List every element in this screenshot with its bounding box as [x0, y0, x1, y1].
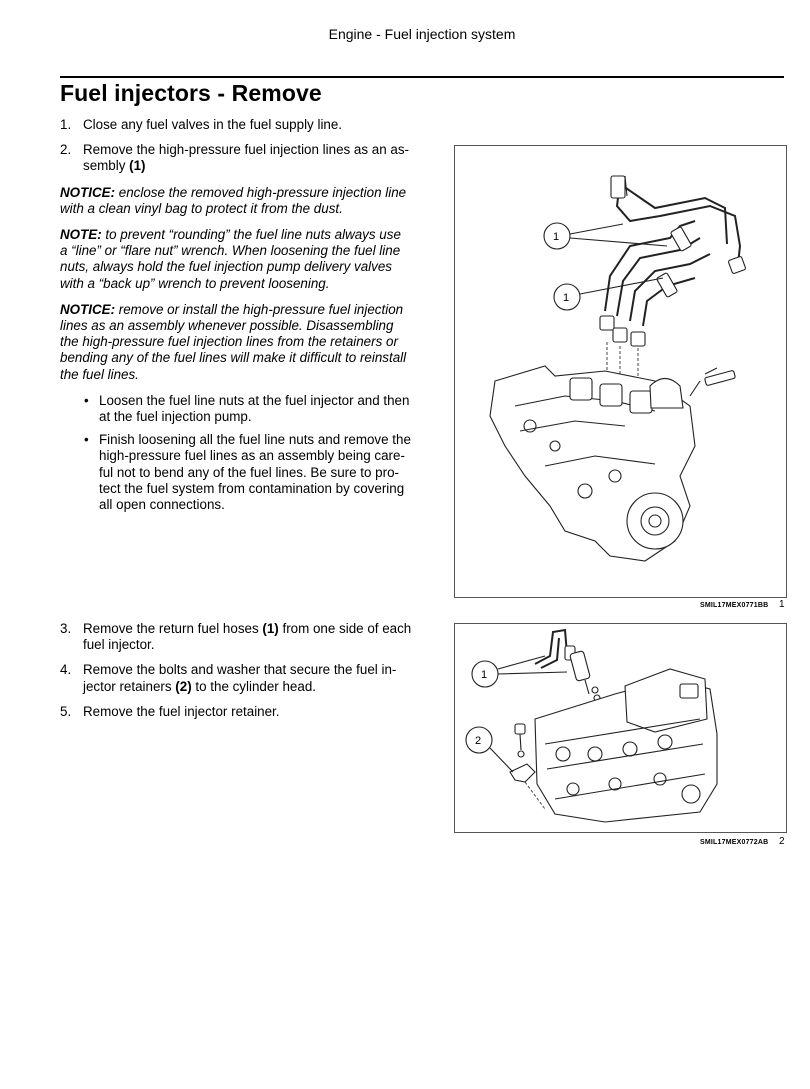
step-number: 3. — [60, 621, 72, 636]
callout-label: 1 — [553, 231, 560, 243]
figure-caption: SMIL17MEX0772AB — [700, 839, 769, 846]
callout-label: 1 — [481, 669, 488, 681]
step-4: 4. Remove the bolts and washer that secure the fuel in- jector retainers (2) to the cylinder head. — [60, 662, 397, 694]
header-rule — [60, 76, 784, 78]
step-number: 4. — [60, 662, 72, 678]
figure-1 — [454, 145, 787, 598]
step-text: Remove the high-pressure fuel injection lines as an as- — [83, 142, 410, 158]
page-header: Engine - Fuel injection system — [328, 26, 516, 42]
notice-1: NOTICE: enclose the removed high-pressure injection line with a clean vinyl bag to protect it from the dust. — [60, 184, 407, 216]
bullet-dot: • — [84, 392, 89, 408]
bullet-dot: • — [84, 432, 89, 448]
fuel-injection-pump-illustration — [455, 146, 786, 597]
step-number: 5. — [60, 703, 72, 719]
notice-2: NOTICE: remove or install the high-pressure fuel injection lines as an assembly whenever possible. Disassembling the high-pressure fuel injection lines from the retainers or bending any of the fuel lines will make it difficult to reinstall the fuel lines. — [60, 301, 407, 382]
callout-ref: (2) — [175, 678, 192, 694]
note-label: NOTE: — [60, 227, 102, 243]
figure-number: 2 — [779, 836, 785, 847]
figure-2 — [454, 623, 787, 833]
bullet-1: • Loosen the fuel line nuts at the fuel injector and then at the fuel injection pump. — [84, 392, 410, 425]
step-number: 1. — [60, 117, 72, 132]
callout-ref: (1) — [262, 621, 279, 636]
callout-label: 1 — [563, 292, 570, 304]
bullet-2: • Finish loosening all the fuel line nuts and remove the high-pressure fuel lines as an assembly being care- ful not to bend any of the fuel lines. Be sure to pro- tect the fuel system from contamination by covering all open connections. — [84, 432, 411, 513]
instructions-lower — [60, 621, 425, 720]
notice-label: NOTICE: — [60, 184, 116, 200]
step-text: Close any fuel valves in the fuel supply line. — [83, 117, 343, 132]
step-5: 5. Remove the fuel injector retainer. — [60, 703, 280, 719]
step-3: 3. Remove the return fuel hoses (1) from one side of each fuel injector. — [60, 621, 412, 653]
note-1: NOTE: to prevent “rounding” the fuel line nuts always use a “line” or “flare nut” wrench. When loosening the fuel line nuts, always hold the fuel injection pump delivery valves with a “back up” wrench to prevent loosening. — [60, 227, 401, 291]
notice-label: NOTICE: — [60, 301, 116, 317]
step-1 — [60, 117, 425, 133]
step-2 — [60, 142, 425, 174]
instructions-upper — [60, 117, 425, 513]
figure-number: 1 — [779, 599, 785, 610]
figure-caption: SMIL17MEX0771BB — [700, 602, 769, 609]
callout-ref: (1) — [129, 158, 146, 174]
cylinder-head-injector-illustration — [455, 624, 786, 832]
callout-label: 2 — [475, 735, 482, 747]
step-number: 2. — [60, 142, 72, 158]
page-title: Fuel injectors - Remove — [60, 80, 322, 106]
step-text-line2: sembly (1) — [83, 158, 146, 174]
